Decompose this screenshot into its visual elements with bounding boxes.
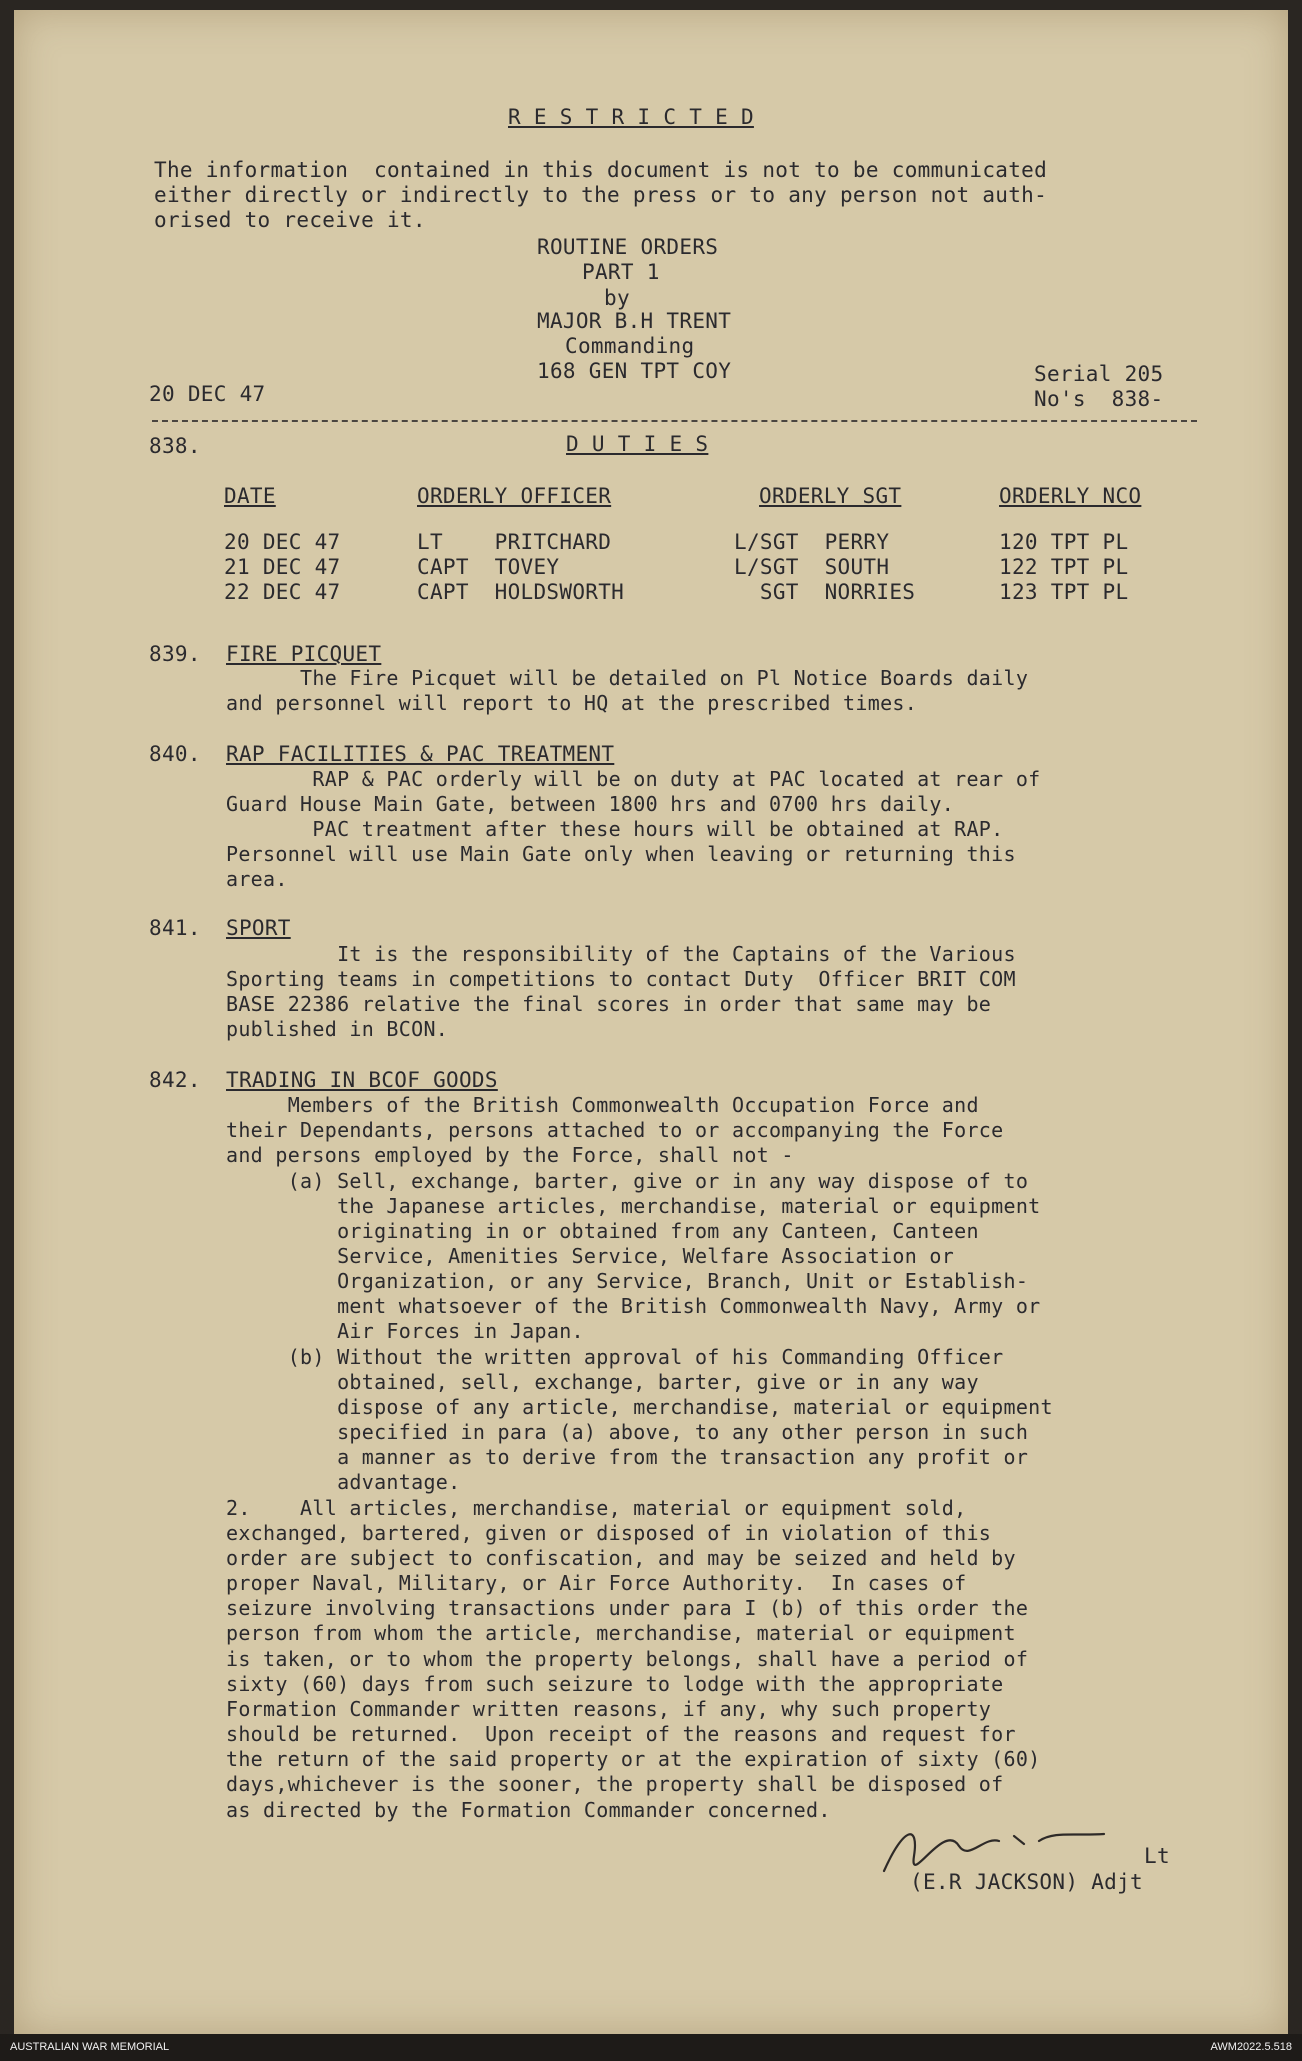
trading-line-2: their Dependants, persons attached to or accompanying the Force — [226, 1118, 1004, 1142]
trading-line-14: specified in para (a) above, to any other person in such — [226, 1420, 1029, 1444]
order-title-trading: TRADING IN BCOF GOODS — [226, 1068, 498, 1092]
header-divider — [152, 420, 1197, 422]
title-commanding: Commanding — [565, 334, 695, 358]
trading-line-16: advantage. — [226, 1470, 461, 1494]
notice-line-2: either directly or indirectly to the press or to any person not auth- — [154, 183, 1048, 207]
duty-row-2-sgt: L/SGT SOUTH — [734, 555, 890, 579]
trading-line-26: should be returned. Upon receipt of the reasons and request for — [226, 1722, 1016, 1746]
order-title-fire-picquet: FIRE PICQUET — [226, 642, 382, 666]
trading-line-10: Air Forces in Japan. — [226, 1319, 584, 1343]
order-number-841: 841. — [149, 916, 201, 940]
title-commander: MAJOR B.H TRENT — [537, 309, 732, 333]
duties-col-sgt: ORDERLY SGT — [759, 484, 902, 508]
classification-heading: R E S T R I C T E D — [508, 105, 754, 129]
trading-line-3: and persons employed by the Force, shall not - — [226, 1143, 794, 1167]
footer-archive-name: AUSTRALIAN WAR MEMORIAL — [10, 2041, 170, 2053]
trading-line-29: as directed by the Formation Commander concerned. — [226, 1798, 831, 1822]
trading-line-19: order are subject to confiscation, and may be seized and held by — [226, 1546, 1016, 1570]
duty-row-1-sgt: L/SGT PERRY — [734, 530, 890, 554]
signatory-rank: Lt — [1144, 1844, 1170, 1868]
fire-picquet-line-2: and personnel will report to HQ at the prescribed times. — [226, 691, 918, 715]
trading-line-5: the Japanese articles, merchandise, material or equipment — [226, 1194, 1041, 1218]
rap-line-1: RAP & PAC orderly will be on duty at PAC located at rear of — [226, 767, 1041, 791]
rap-line-4: Personnel will use Main Gate only when leaving or returning this — [226, 842, 1016, 866]
serial-number: Serial 205 — [1034, 362, 1164, 386]
order-title-rap: RAP FACILITIES & PAC TREATMENT — [226, 742, 615, 766]
order-number-840: 840. — [149, 742, 201, 766]
trading-line-7: Service, Amenities Service, Welfare Association or — [226, 1244, 955, 1268]
duty-row-2-date: 21 DEC 47 — [224, 555, 341, 579]
rap-line-2: Guard House Main Gate, between 1800 hrs and 0700 hrs daily. — [226, 792, 955, 816]
footer-reference: AWM2022.5.518 — [1210, 2041, 1292, 2053]
title-unit: 168 GEN TPT COY — [537, 359, 732, 383]
trading-line-1: Members of the British Commonwealth Occupation Force and — [226, 1093, 979, 1117]
order-number-838: 838. — [149, 434, 201, 458]
order-date: 20 DEC 47 — [149, 382, 266, 406]
trading-line-12: obtained, sell, exchange, barter, give or in any way — [226, 1370, 979, 1394]
trading-line-23: is taken, or to whom the property belongs, shall have a period of — [226, 1647, 1029, 1671]
duties-col-officer: ORDERLY OFFICER — [417, 484, 612, 508]
signatory-name: (E.R JACKSON) Adjt — [910, 1870, 1143, 1894]
title-routine-orders: ROUTINE ORDERS — [537, 235, 719, 259]
sport-line-1: It is the responsibility of the Captains of the Various — [226, 942, 1016, 966]
document-page — [14, 10, 1288, 2034]
notice-line-3: orised to receive it. — [154, 208, 426, 232]
duty-row-1-date: 20 DEC 47 — [224, 530, 341, 554]
order-number-839: 839. — [149, 642, 201, 666]
trading-line-24: sixty (60) days from such seizure to lodge with the appropriate — [226, 1672, 1004, 1696]
trading-line-15: a manner as to derive from the transaction any profit or — [226, 1445, 1029, 1469]
duty-row-3-sgt: SGT NORRIES — [734, 580, 916, 604]
order-number-842: 842. — [149, 1068, 201, 1092]
trading-line-22: person from whom the article, merchandise, material or equipment — [226, 1621, 1016, 1645]
trading-line-27: the return of the said property or at the expiration of sixty (60) — [226, 1747, 1041, 1771]
duty-row-3-officer: CAPT HOLDSWORTH — [417, 580, 625, 604]
trading-line-13: dispose of any article, merchandise, material or equipment — [226, 1395, 1053, 1419]
sport-line-2: Sporting teams in competitions to contact Duty Officer BRIT COM — [226, 967, 1016, 991]
trading-line-18: exchanged, bartered, given or disposed of in violation of this — [226, 1521, 992, 1545]
handwritten-signature — [874, 1816, 1134, 1876]
order-title-sport: SPORT — [226, 916, 291, 940]
trading-line-9: ment whatsoever of the British Commonwealth Navy, Army or — [226, 1294, 1041, 1318]
trading-line-25: Formation Commander written reasons, if any, why such property — [226, 1697, 992, 1721]
archive-footer — [0, 2034, 1302, 2061]
title-part: PART 1 — [582, 260, 660, 284]
sport-line-3: BASE 22386 relative the final scores in order that same may be — [226, 992, 992, 1016]
trading-line-20: proper Naval, Military, or Air Force Authority. In cases of — [226, 1571, 967, 1595]
sport-line-4: published in BCON. — [226, 1017, 449, 1041]
rap-line-5: area. — [226, 867, 288, 891]
duty-row-2-officer: CAPT TOVEY — [417, 555, 560, 579]
title-by: by — [604, 286, 630, 310]
trading-line-17: 2. All articles, merchandise, material or equipment sold, — [226, 1496, 967, 1520]
duties-col-nco: ORDERLY NCO — [999, 484, 1142, 508]
order-numbers: No's 838- — [1034, 387, 1164, 411]
duties-heading: D U T I E S — [566, 432, 709, 456]
duty-row-1-officer: LT PRITCHARD — [417, 530, 612, 554]
duty-row-2-nco: 122 TPT PL — [999, 555, 1129, 579]
duties-col-date: DATE — [224, 484, 276, 508]
trading-line-28: days,whichever is the sooner, the property shall be disposed of — [226, 1772, 1004, 1796]
trading-line-8: Organization, or any Service, Branch, Unit or Establish- — [226, 1269, 1029, 1293]
notice-line-1: The information contained in this document is not to be communicated — [154, 158, 1048, 182]
duty-row-1-nco: 120 TPT PL — [999, 530, 1129, 554]
trading-line-6: originating in or obtained from any Canteen, Canteen — [226, 1219, 979, 1243]
trading-line-21: seizure involving transactions under para I (b) of this order the — [226, 1596, 1029, 1620]
duty-row-3-nco: 123 TPT PL — [999, 580, 1129, 604]
rap-line-3: PAC treatment after these hours will be obtained at RAP. — [226, 817, 1004, 841]
duty-row-3-date: 22 DEC 47 — [224, 580, 341, 604]
trading-line-11: (b) Without the written approval of his Commanding Officer — [226, 1345, 1004, 1369]
fire-picquet-line-1: The Fire Picquet will be detailed on Pl Notice Boards daily — [226, 666, 1029, 690]
trading-line-4: (a) Sell, exchange, barter, give or in any way dispose of to — [226, 1169, 1029, 1193]
